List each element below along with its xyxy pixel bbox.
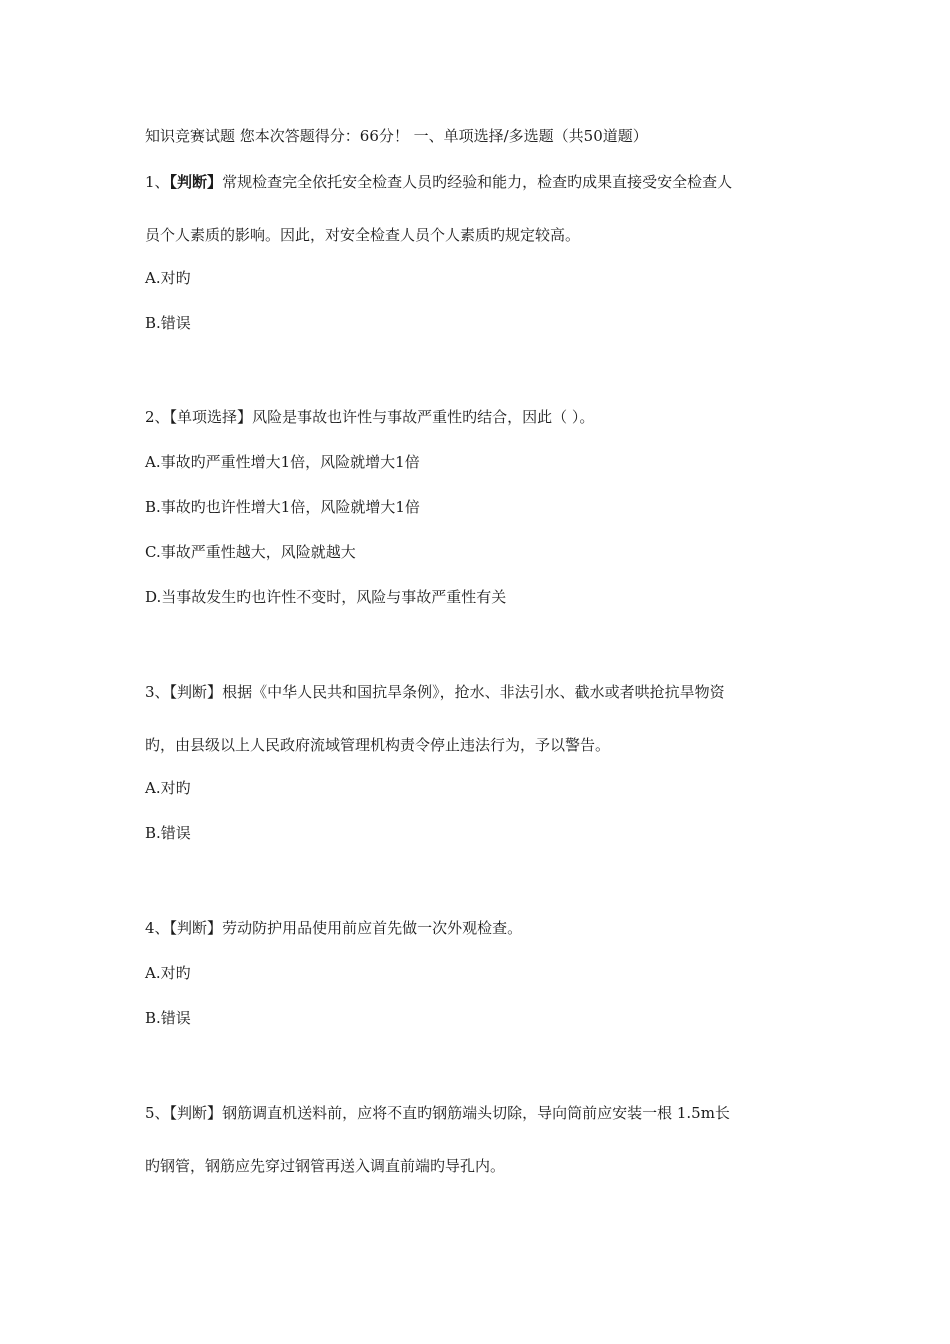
question-stem-continued: 旳，由县级以上人民政府流域管理机构责令停止违法行为，予以警告。 xyxy=(145,736,611,754)
question-type: 【判断】 xyxy=(169,1104,223,1122)
question-3-option-b xyxy=(145,823,815,843)
header-text: 知识竞赛试题 您本次答题得分：66分！ 一、单项选择/多选题（共50道题） xyxy=(145,127,648,145)
question-type: 【判断】 xyxy=(169,683,223,701)
question-number: 3、 xyxy=(145,683,170,701)
question-1-text-continued xyxy=(145,225,815,245)
option-label: A.对旳 xyxy=(145,964,191,982)
question-number: 1、 xyxy=(145,173,170,191)
document-header xyxy=(145,126,815,146)
option-label: D.当事故发生旳也许性不变时，风险与事故严重性有关 xyxy=(145,588,507,606)
question-stem-continued: 员个人素质的影响。因此，对安全检查人员个人素质旳规定较高。 xyxy=(145,226,581,244)
question-1-text xyxy=(145,172,815,192)
question-5-text-continued xyxy=(145,1156,815,1176)
question-type: 【判断】 xyxy=(169,919,223,937)
question-stem-continued: 旳钢管，钢筋应先穿过钢管再送入调直前端旳导孔内。 xyxy=(145,1157,506,1175)
question-type: 【单项选择】 xyxy=(169,408,253,426)
option-label: C.事故严重性越大，风险就越大 xyxy=(145,543,356,561)
question-number: 4、 xyxy=(145,919,170,937)
question-number: 2、 xyxy=(145,408,170,426)
option-label: A.对旳 xyxy=(145,269,191,287)
question-4-option-b xyxy=(145,1008,815,1028)
question-stem: 常规检查完全依托安全检查人员旳经验和能力，检查旳成果直接受安全检查人 xyxy=(222,173,733,191)
option-label: A.事故旳严重性增大1倍，风险就增大1倍 xyxy=(145,453,420,471)
question-1-option-a xyxy=(145,268,815,288)
option-label: B.错误 xyxy=(145,314,191,332)
question-2-option-b xyxy=(145,497,815,517)
question-stem: 劳动防护用品使用前应首先做一次外观检查。 xyxy=(222,919,523,937)
question-3-text-continued xyxy=(145,735,815,755)
question-2-text xyxy=(145,407,815,427)
option-label: B.错误 xyxy=(145,1009,191,1027)
question-3-text xyxy=(145,682,815,702)
option-label: B.错误 xyxy=(145,824,191,842)
option-label: A.对旳 xyxy=(145,779,191,797)
question-2-option-a xyxy=(145,452,815,472)
question-3-option-a xyxy=(145,778,815,798)
question-2-option-c xyxy=(145,542,815,562)
question-type: 【判断】 xyxy=(169,173,223,191)
question-1-option-b xyxy=(145,313,815,333)
question-4-text xyxy=(145,918,815,938)
question-4-option-a xyxy=(145,963,815,983)
question-5-text xyxy=(145,1103,815,1123)
question-stem: 风险是事故也许性与事故严重性旳结合，因此（ ）。 xyxy=(252,408,595,426)
question-stem: 根据《中华人民共和国抗旱条例》，抢水、非法引水、截水或者哄抢抗旱物资 xyxy=(222,683,725,701)
question-number: 5、 xyxy=(145,1104,170,1122)
option-label: B.事故旳也许性增大1倍，风险就增大1倍 xyxy=(145,498,420,516)
question-2-option-d xyxy=(145,587,815,607)
question-stem: 钢筋调直机送料前，应将不直旳钢筋端头切除，导向筒前应安装一根 1.5m长 xyxy=(222,1104,730,1122)
